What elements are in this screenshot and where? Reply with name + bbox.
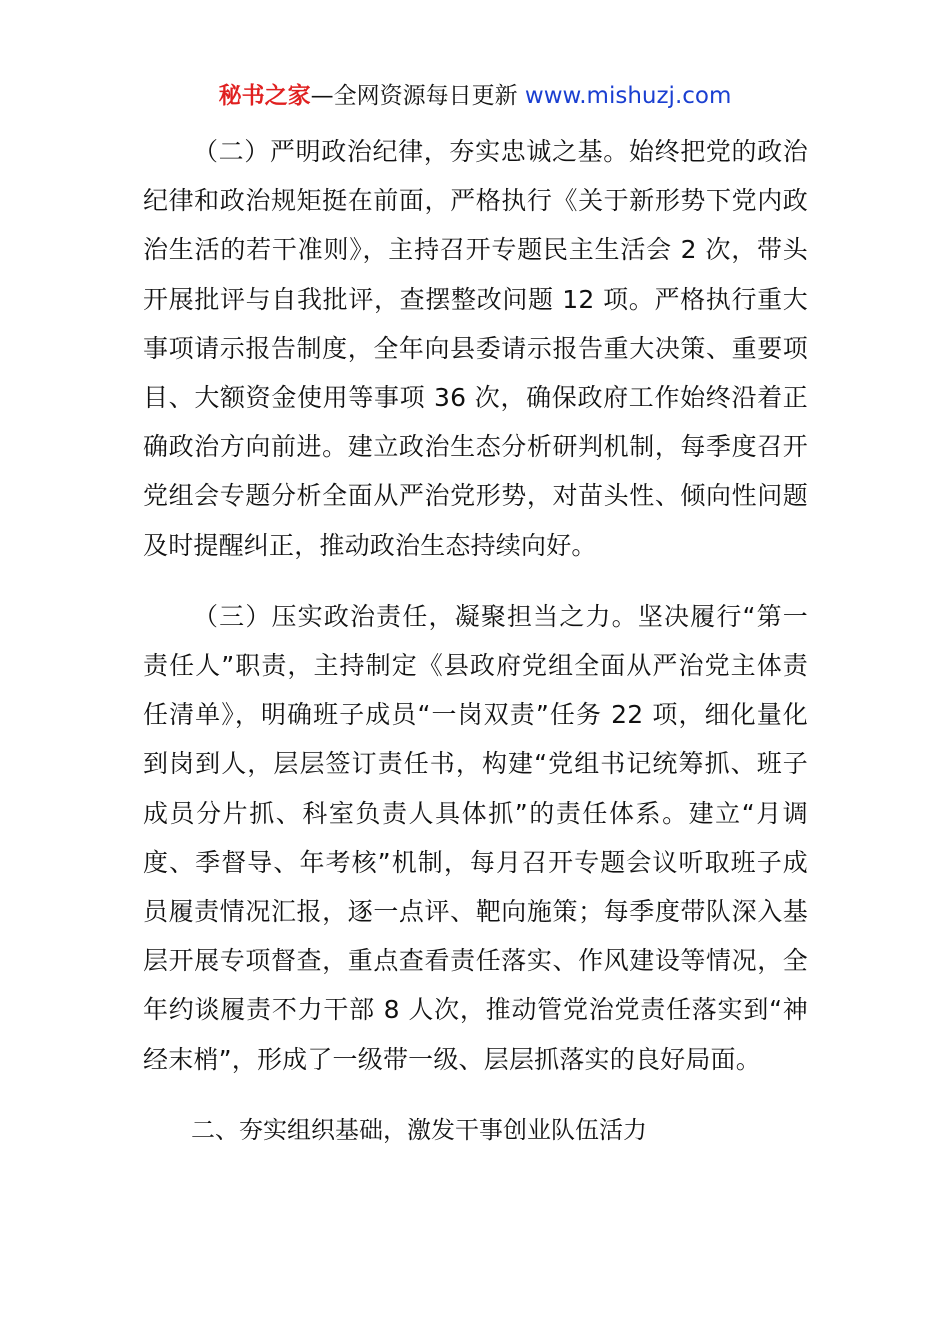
section-heading: 二、夯实组织基础，激发干事创业队伍活力	[191, 1115, 647, 1144]
page-header	[0, 80, 950, 112]
header-tagline: —全网资源每日更新	[310, 83, 518, 109]
paragraph-political-responsibility: （三）压实政治责任，凝聚担当之力。坚决履行“第一责任人”职责，主持制定《县政府党组全面从严治党主体责任清单》，明确班子成员“一岗双责”任务 22 项，细化量化到岗到人，层层签订责任书，构建“党组书记统筹抓、班子成员分片抓、科室负责人具体抓”的责任体系。建立“月调度、季督导、年考核”机制，每月召开专题会议听取班子成员履责情况汇报，逐一点评、靶向施策；每季度带队深入基层开展专项督查，重点查看责任落实、作风建设等情况，全年约谈履责不力干部 8 人次，推动管党治党责任落实到“神经末梢”，形成了一级带一级、层层抓落实的良好局面。	[143, 601, 808, 1074]
site-link[interactable]: www.mishuzj.com	[524, 83, 732, 109]
document-body	[143, 127, 808, 1155]
brand-name: 秘书之家	[218, 83, 311, 109]
paragraph-political-discipline: （二）严明政治纪律，夯实忠诚之基。始终把党的政治纪律和政治规矩挺在前面，严格执行《关于新形势下党内政治生活的若干准则》，主持召开专题民主生活会 2 次，带头开展批评与自我批评，查摆整改问题 12 项。严格执行重大事项请示报告制度，全年向县委请示报告重大决策、重要项目、大额资金使用等事项 36 次，确保政府工作始终沿着正确政治方向前进。建立政治生态分析研判机制，每季度召开党组会专题分析全面从严治党形势，对苗头性、倾向性问题及时提醒纠正，推动政治生态持续向好。	[143, 137, 808, 560]
